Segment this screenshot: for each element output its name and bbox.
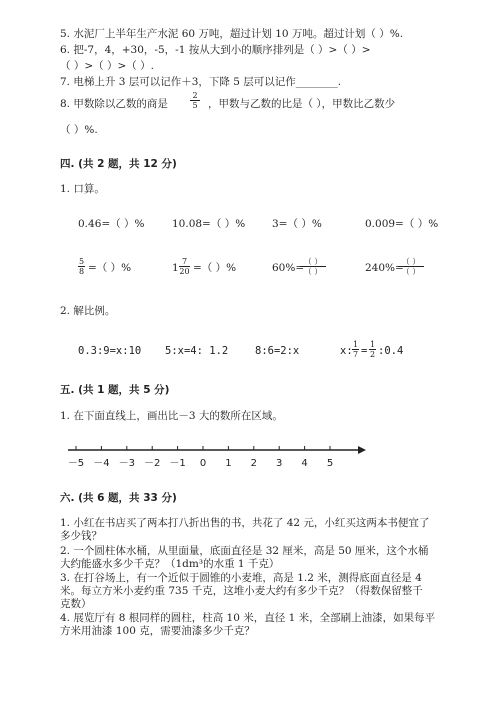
number-line-label: 4 — [301, 458, 308, 469]
section-4-heading: 四. (共 2 题，共 12 分) — [60, 158, 177, 170]
proportion-d-fraction-2: 1 2 — [369, 340, 376, 359]
number-line-label: 1 — [225, 458, 232, 469]
proportion-a: 0.3:9=x:10 — [78, 345, 142, 357]
problem-line-3: 2. 一个圆柱体水桶，从里面量，底面直径是 32 厘米，高是 50 厘米，这个水桶 — [60, 545, 429, 557]
number-line-label: －4 — [93, 458, 110, 469]
number-line-label: 3 — [276, 458, 283, 469]
number-line-arrow — [358, 446, 366, 454]
proportion-b: 5:x=4: 1.2 — [165, 345, 229, 357]
problem-line-7: 克数） — [60, 598, 92, 610]
problem-line-8: 4. 展览厅有 8 根同样的圆柱，柱高 10 米，直径 1 米，全部刷上油漆，如果每平 — [60, 612, 436, 624]
number-line-label: －3 — [118, 458, 135, 469]
proportion-c: 8:6=2:x — [255, 345, 300, 357]
question-7: 7. 电梯上升 3 层可以记作＋3，下降 5 层可以记作________. — [60, 76, 342, 88]
problem-line-6: 米。每立方米小麦约重 735 千克，这堆小麦大约有多少千克？（得数保留整千 — [60, 585, 423, 597]
calc-r2-b-whole: 1 — [172, 262, 179, 274]
oral-calc-label: 1. 口算。 — [60, 183, 105, 195]
number-line-label: －2 — [144, 458, 161, 469]
problem-line-5: 3. 在打谷场上，有一个近似于圆锥的小麦堆，高是 1.2 米，测得底面直径是 4 — [60, 572, 422, 584]
calc-r2-b-fraction: 7 20 — [179, 257, 190, 276]
problem-line-1: 1. 小红在书店买了两本打八折出售的书，共花了 42 元，小红买这两本书便宜了 — [60, 517, 430, 529]
section-6-heading: 六. (共 6 题，共 33 分) — [60, 492, 177, 504]
calc-r2-d-head: 240%= — [365, 262, 404, 274]
calc-r2-d-fraction: （ ） （ ） — [398, 257, 424, 276]
problem-line-9: 方米用油漆 100 克，需要油漆多少千克？ — [60, 625, 255, 637]
number-line-label: 5 — [326, 458, 334, 469]
question-6-line1: 6. 把-7，4，+30，-5，-1 按从大到小的顺序排列是（ ）>（ ）> — [60, 44, 371, 56]
question-8-prefix: 8. 甲数除以乙数的商是 — [60, 98, 168, 110]
calc-r2-a-tail: =（ ）% — [88, 262, 132, 274]
problem-line-2: 多少钱？ — [60, 530, 102, 542]
number-line-label: －1 — [169, 458, 186, 469]
question-8-suffix: ，甲数与乙数的比是（ ），甲数比乙数少 — [208, 98, 396, 110]
proportion-d-tail: :0.4 — [378, 345, 404, 357]
proportion-d-equals: = — [361, 345, 368, 357]
section-5-heading: 五. (共 1 题，共 5 分) — [60, 384, 170, 396]
calc-r1-b: 10.08=（ ）% — [172, 218, 246, 230]
proportion-label: 2. 解比例。 — [60, 305, 116, 317]
question-5: 5. 水泥厂上半年生产水泥 60 万吨，超过计划 10 万吨。超过计划（ ）%. — [60, 28, 404, 40]
calc-r1-c: 3=（ ）% — [272, 218, 322, 230]
calc-r1-a: 0.46=（ ）% — [78, 218, 145, 230]
number-line — [60, 440, 370, 480]
number-line-label: 2 — [250, 458, 257, 469]
question-6-line2: （ ）>（ ）>（ ）. — [60, 60, 154, 72]
number-line-label: －5 — [67, 458, 85, 469]
proportion-d-fraction-1: 1 7 — [352, 340, 359, 359]
proportion-d-head: x: — [340, 345, 353, 357]
calc-r2-a-fraction: 5 8 — [78, 257, 85, 276]
question-8-fraction: 2 5 — [190, 91, 200, 110]
calc-r2-c-fraction: （ ） （ ） — [300, 257, 326, 276]
number-line-label: 0 — [199, 458, 207, 469]
calc-r2-c-head: 60%= — [272, 262, 305, 274]
question-8-line2: （ ）%. — [60, 124, 98, 136]
number-line-question: 1. 在下面直线上，画出比－3 大的数所在区域。 — [60, 410, 283, 422]
problem-line-4: 大约能盛水多少千克？（1dm³的水重 1 千克） — [60, 558, 280, 570]
calc-r1-d: 0.009=（ ）% — [365, 218, 439, 230]
calc-r2-b-tail: =（ ）% — [193, 262, 237, 274]
